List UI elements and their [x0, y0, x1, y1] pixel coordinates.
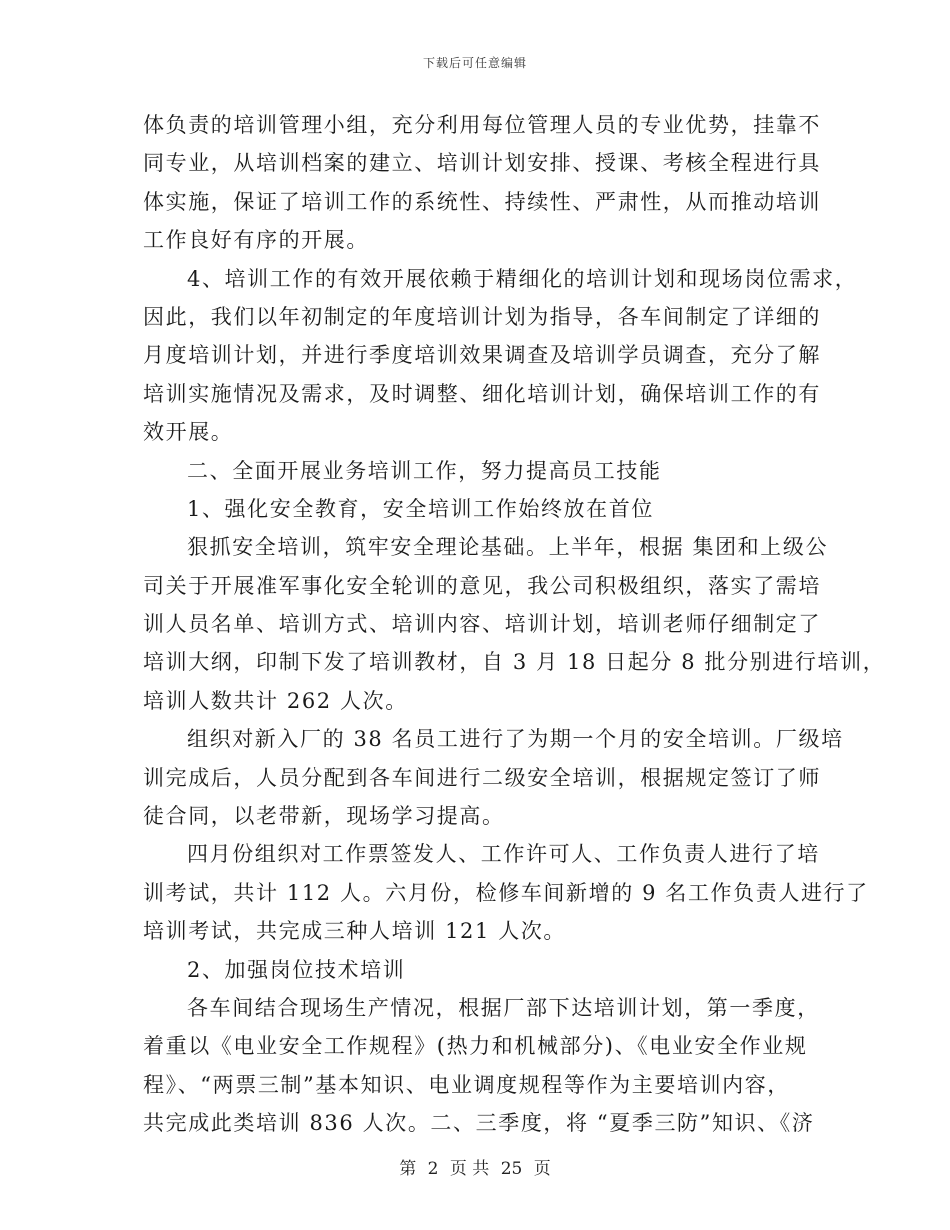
section-heading: 二、全面开展业务培训工作，努力提高员工技能 [187, 458, 662, 483]
paragraph-line: 训人员名单、培训方式、培训内容、培训计划，培训老师仔细制定了 [143, 612, 821, 637]
paragraph-line: 训完成后，人员分配到各车间进行二级安全培训，根据规定签订了师 [143, 765, 821, 790]
paragraph-line: 体负责的培训管理小组，充分利用每位管理人员的专业优势，挂靠不 [143, 113, 821, 137]
paragraph-line: 司关于开展准军事化安全轮训的意见，我公司积极组织，落实了需培 [143, 573, 821, 598]
subsection-heading: 1、强化安全教育，安全培训工作始终放在首位 [187, 496, 654, 521]
page-footer [0, 1154, 950, 1179]
paragraph-line: 训考试，共计 112 人。六月份，检修车间新增的 9 名工作负责人进行了 [143, 880, 869, 905]
document-body [143, 106, 886, 1143]
paragraph-line: 组织对新入厂的 38 名员工进行了为期一个月的安全培训。厂级培 [187, 727, 844, 752]
footer-mid: 页 共 [449, 1159, 490, 1179]
subsection-heading: 2、加强岗位技术培训 [187, 957, 406, 982]
paragraph-line: 培训人数共计 262 人次。 [143, 688, 408, 713]
paragraph-line: 徒合同，以老带新，现场学习提高。 [143, 804, 505, 829]
paragraph-line: 培训大纲，印制下发了培训教材，自 3 月 18 日起分 8 批分别进行培训， [143, 650, 886, 675]
paragraph-line: 狠抓安全培训，筑牢安全理论基础。上半年，根据 集团和上级公 [187, 535, 829, 560]
paragraph-line: 培训实施情况及需求，及时调整、细化培训计划，确保培训工作的有 [143, 381, 821, 406]
paragraph-line: 同专业，从培训档案的建立、培训计划安排、授课、考核全程进行具 [143, 151, 821, 176]
footer-prefix: 第 [399, 1159, 417, 1179]
paragraph-line: 4、培训工作的有效开展依赖于精细化的培训计划和现场岗位需求， [187, 266, 858, 291]
paragraph-line: 程》、“两票三制”基本知识、电业调度规程等作为主要培训内容， [143, 1072, 790, 1097]
paragraph-line: 各车间结合现场生产情况，根据厂部下达培训计划，第一季度， [187, 995, 820, 1020]
paragraph-line: 共完成此类培训 836 人次。二、三季度，将 “夏季三防”知识、《济 [143, 1111, 815, 1136]
paragraph-line: 培训考试，共完成三种人培训 121 人次。 [143, 919, 567, 944]
paragraph-line: 着重以《电业安全工作规程》(热力和机械部分)、《电业安全作业规 [143, 1034, 808, 1059]
paragraph-line: 四月份组织对工作票签发人、工作许可人、工作负责人进行了培 [187, 842, 820, 867]
paragraph-line: 效开展。 [143, 420, 234, 445]
paragraph-line: 因此，我们以年初制定的年度培训计划为指导，各车间制定了详细的 [143, 304, 821, 329]
paragraph-line: 月度培训计划，并进行季度培训效果调查及培训学员调查，充分了解 [143, 343, 821, 368]
paragraph-line: 工作良好有序的开展。 [143, 228, 369, 253]
paragraph-line: 体实施，保证了培训工作的系统性、持续性、严肃性，从而推动培训 [143, 189, 821, 214]
page-header-note: 下载后可任意编辑 [422, 56, 527, 70]
total-page-count: 25 [500, 1159, 523, 1179]
current-page-number: 2 [427, 1159, 439, 1179]
footer-suffix: 页 [533, 1159, 551, 1179]
